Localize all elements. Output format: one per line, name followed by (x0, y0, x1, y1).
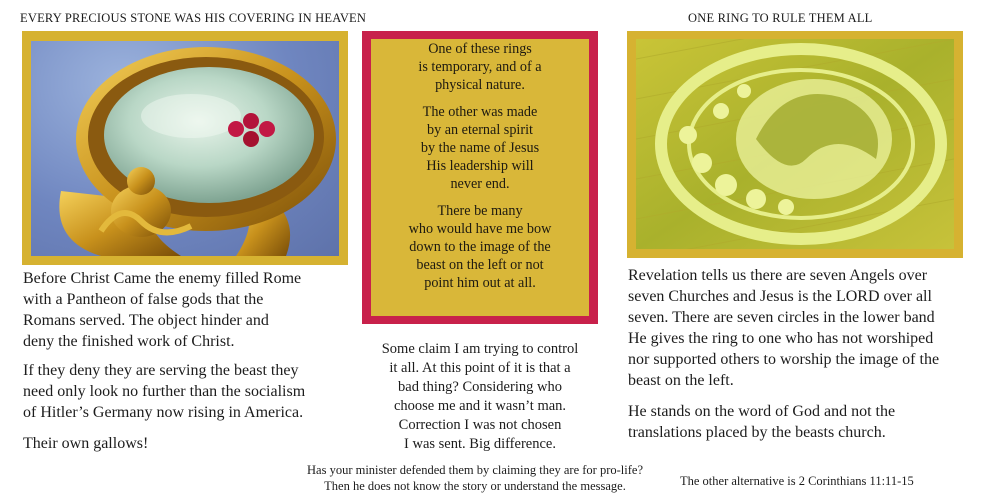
left-para-2: If they deny they are serving the beast they need only look no further than the socialism of Hitler’s Germany now rising in America. (23, 362, 306, 421)
footer-right: The other alternative is 2 Corinthians 11:11-15 (680, 474, 914, 488)
crop-circle-photo (636, 39, 954, 249)
right-para-2: He stands on the word of God and not the translations placed by the beasts church. (628, 403, 896, 441)
footer-center-block (265, 462, 685, 494)
crop-circle-illustration (636, 39, 954, 249)
left-para-3: Their own gallows! (23, 435, 149, 452)
right-top-caption: ONE RING TO RULE THEM ALL (688, 11, 873, 25)
center-card-para-1: One of these rings is temporary, and of a physical nature. (418, 41, 542, 93)
jeweled-ring-photo (31, 41, 339, 256)
right-image-frame (627, 31, 963, 258)
footer-center: Has your minister defended them by claiming they are for pro-life? Then he does not know the story or understand the message. (307, 463, 643, 493)
center-card (371, 39, 589, 316)
left-top-caption: EVERY PRECIOUS STONE WAS HIS COVERING IN HEAVEN (20, 11, 367, 25)
right-text-block (628, 265, 1000, 443)
left-text-block (23, 268, 368, 454)
left-para-1: Before Christ Came the enemy filled Rome with a Pantheon of false gods that the Romans served. The object hinder and deny the finished work of Christ. (23, 270, 302, 350)
center-card-frame (362, 31, 598, 324)
left-image-frame (22, 31, 348, 265)
right-para-1: Revelation tells us there are seven Angels over seven Churches and Jesus is the LORD over all seven. There are seven circles in the lower band He gives the ring to one who has not worshiped nor supported others to worship the image of the beast on the left. (628, 267, 940, 389)
center-note-block (355, 340, 605, 454)
center-note: Some claim I am trying to control it all. At this point of it is that a bad thing? Considering who choose me and it wasn’t man. Correction I was not chosen I was sent. Big difference. (381, 341, 579, 452)
center-card-para-3: There be many who would have me bow down to the image of the beast on the left or not point him out at all. (408, 203, 552, 291)
jeweled-ring-illustration (31, 41, 339, 256)
center-card-para-2: The other was made by an eternal spirit by the name of Jesus His leadership will never end. (420, 104, 540, 192)
